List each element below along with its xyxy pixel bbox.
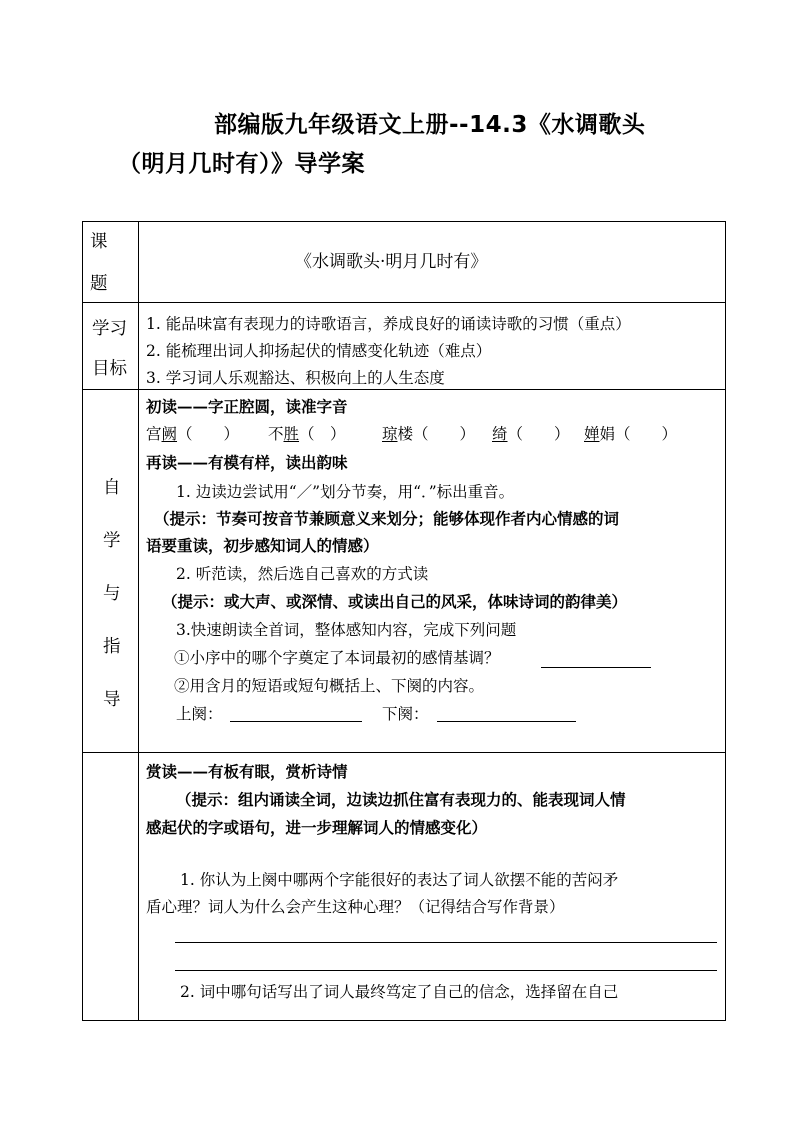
document-title-line-2: （明月几时有）》导学案 — [118, 151, 365, 177]
first-read-heading: 初读——字正腔圆，读准字音 — [146, 397, 348, 416]
appreciate-hint-line-2: 感起伏的字或语句，进一步理解词人的情感变化） — [146, 818, 488, 837]
task-2: 2. 听范读，然后选自己喜欢的方式读 — [176, 565, 429, 583]
topic-value: 《水调歌头·明月几时有》 — [295, 252, 488, 272]
self-study-label-char: 指 — [103, 637, 121, 657]
appreciate-hint-line-1: （提示：组内诵读全词，边读边抓住富有表现力的、能表现词人情 — [176, 790, 626, 809]
question-2: ②用含月的短语或短句概括上、下阕的内容。 — [174, 677, 485, 695]
lower-stanza-blank[interactable] — [437, 721, 576, 722]
appreciate-heading: 赏读——有板有眼，赏析诗情 — [146, 762, 348, 781]
answer-line[interactable] — [175, 942, 717, 943]
second-read-heading: 再读——有模有样，读出韵味 — [146, 453, 348, 472]
pronunciation-item: 宫阙（ ） — [146, 425, 240, 443]
task-1: 1. 边读边尝试用“／”划分节奏，用“．”标出重音。 — [176, 483, 515, 501]
goal-item: 1. 能品味富有表现力的诗歌语言，养成良好的诵读诗歌的习惯（重点） — [146, 315, 631, 333]
goal-item: 2. 能梳理出词人抑扬起伏的情感变化轨迹（难点） — [146, 342, 492, 360]
self-study-label-char: 自 — [103, 478, 121, 498]
pronunciation-item: 不胜（ ） — [268, 425, 346, 443]
goal-item: 3. 学习词人乐观豁达、积极向上的人生态度 — [146, 369, 445, 387]
hint-1-line-2: 语要重读，初步感知词人的情感） — [146, 536, 379, 555]
self-study-label-char: 学 — [103, 531, 121, 551]
answer-line[interactable] — [175, 970, 717, 971]
task-3: 3.快速朗读全首词，整体感知内容，完成下列问题 — [176, 621, 517, 639]
self-study-label-char: 与 — [103, 584, 121, 604]
upper-stanza-label: 上阕： — [176, 705, 223, 723]
appreciate-question-2-line-1: 2. 词中哪句话写出了词人最终笃定了自己的信念，选择留在自己 — [180, 983, 619, 1001]
pronunciation-item: 琼楼（ ） — [382, 425, 476, 443]
hint-2: （提示：或大声、或深情、或读出自己的风采，体味诗词的韵律美） — [162, 592, 628, 611]
hint-1-line-1: （提示：节奏可按音节兼顾意义来划分；能够体现作者内心情感的词 — [154, 509, 620, 528]
topic-label-char-2: 题 — [90, 274, 108, 294]
topic-label-char-1: 课 — [90, 232, 108, 252]
lower-stanza-label: 下阕： — [382, 705, 429, 723]
document-title-line-1: 部编版九年级语文上册--14.3《水调歌头 — [214, 112, 646, 138]
question-1: ①小序中的哪个字奠定了本词最初的感情基调？ — [174, 649, 500, 667]
upper-stanza-blank[interactable] — [230, 721, 362, 722]
goals-label-line-2: 目标 — [92, 359, 127, 379]
pronunciation-item: 婵娟（ ） — [584, 425, 678, 443]
pronunciation-item: 绮（ ） — [492, 425, 570, 443]
appreciate-question-1-line-1: 1. 你认为上阕中哪两个字能很好的表达了词人欲摆不能的苦闷矛 — [180, 871, 619, 889]
appreciate-question-1-line-2: 盾心理？词人为什么会产生这种心理？（记得结合写作背景） — [146, 898, 565, 916]
answer-blank[interactable] — [541, 667, 651, 668]
goals-label-line-1: 学习 — [92, 319, 127, 339]
self-study-label-char: 导 — [103, 690, 121, 710]
